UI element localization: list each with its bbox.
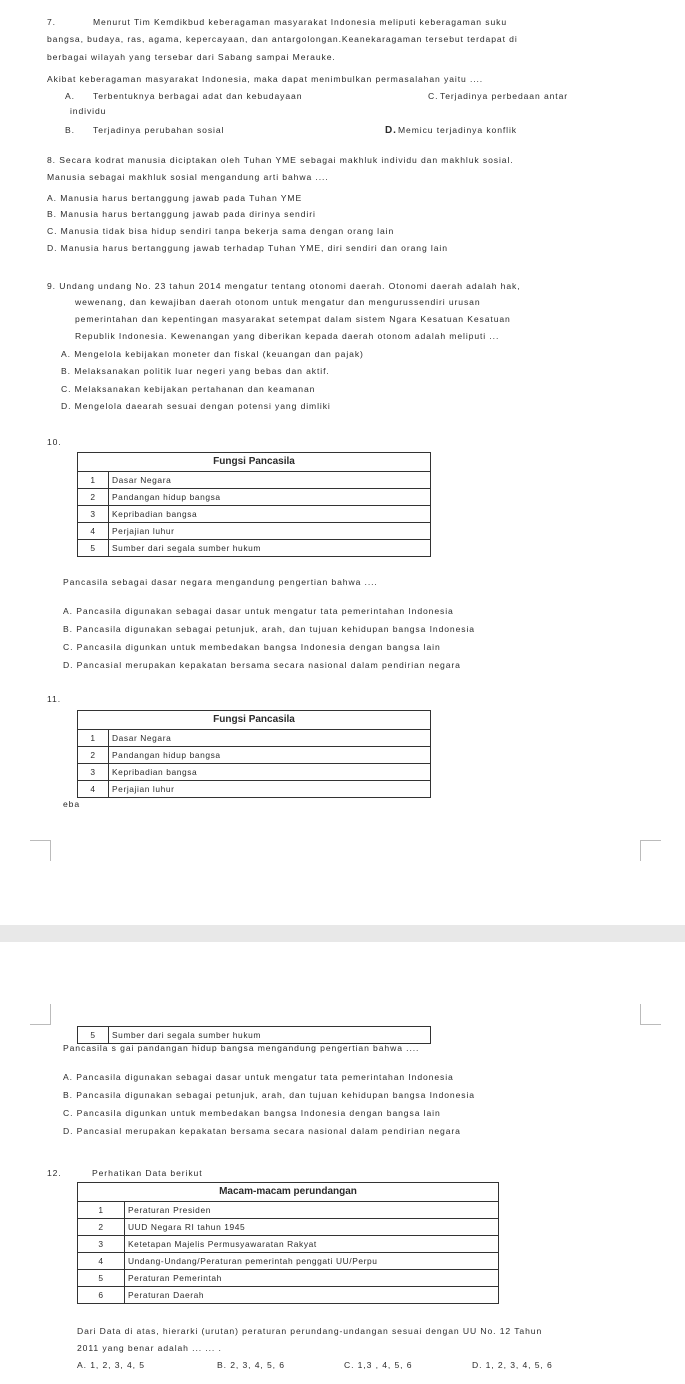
q8-option-d: D. Manusia harus bertanggung jawab terhadap Tuhan YME, diri sendiri dan orang lain (47, 243, 448, 253)
q7-line-4: Akibat keberagaman masyarakat Indonesia, maka dapat menimbulkan permasalahan yaitu .... (47, 74, 484, 84)
row-text: Peraturan Daerah (125, 1287, 499, 1304)
row-number: 1 (78, 472, 109, 489)
row-text: Undang-Undang/Peraturan pemerintah penggati UU/Perpu (125, 1253, 499, 1270)
row-text: Dasar Negara (109, 730, 431, 747)
table-row (78, 472, 431, 489)
q7-option-d-label: D. (385, 125, 397, 136)
row-text: Peraturan Pemerintah (125, 1270, 499, 1287)
q9-option-b: B. Melaksanakan politik luar negeri yang bebas dan aktif. (61, 366, 330, 376)
q9-option-c: C. Melaksanakan kebijakan pertahanan dan keamanan (61, 384, 316, 394)
row-text: Perjajian luhur (109, 781, 431, 798)
q12-option-d: D. 1, 2, 3, 4, 5, 6 (472, 1360, 553, 1370)
q8-line-1: 8. Secara kodrat manusia diciptakan oleh Tuhan YME sebagai makhluk individu dan makhluk sosial. (47, 155, 514, 165)
row-number: 3 (78, 1236, 125, 1253)
row-number: 3 (78, 764, 109, 781)
q12-option-c: C. 1,3 , 4, 5, 6 (344, 1360, 413, 1370)
crop-mark (640, 1004, 661, 1025)
table-row (78, 523, 431, 540)
row-number: 5 (78, 1027, 109, 1044)
row-number: 1 (78, 730, 109, 747)
q7-line-2: bangsa, budaya, ras, agama, kepercayaan, dan antargolongan.Keanekaragaman tersebut terdapat di (47, 34, 518, 44)
q9-line-1: 9. Undang undang No. 23 tahun 2014 mengatur tentang otonomi daerah. Otonomi daerah adalah hak, (47, 281, 521, 291)
row-text: Perjajian luhur (109, 523, 431, 540)
table-row (78, 747, 431, 764)
q7-line-3: berbagai wilayah yang tersebar dari Sabang sampai Merauke. (47, 52, 336, 62)
q11-table (77, 710, 431, 798)
q7-option-c-continuation: individu (70, 106, 107, 116)
row-number: 4 (78, 781, 109, 798)
q10-option-c: C. Pancasila digunkan untuk membedakan bangsa Indonesia dengan bangsa lain (63, 642, 441, 652)
row-text: Pandangan hidup bangsa (109, 489, 431, 506)
row-text: Peraturan Presiden (125, 1202, 499, 1219)
row-text: Dasar Negara (109, 472, 431, 489)
row-number: 3 (78, 506, 109, 523)
page-2 (0, 942, 685, 1384)
q11-question: Pancasila s gai pandangan hidup bangsa mengandung pengertian bahwa .... (63, 1043, 420, 1053)
q8-option-a: A. Manusia harus bertanggung jawab pada Tuhan YME (47, 193, 303, 203)
q11-option-c: C. Pancasila digunkan untuk membedakan bangsa Indonesia dengan bangsa lain (63, 1108, 441, 1118)
q8-option-b: B. Manusia harus bertanggung jawab pada dirinya sendiri (47, 209, 316, 219)
q8-option-c: C. Manusia tidak bisa hidup sendiri tanpa bekerja sama dengan orang lain (47, 226, 395, 236)
q10-table (77, 452, 431, 557)
row-text: Sumber dari segala sumber hukum (109, 1027, 431, 1044)
table-row (78, 781, 431, 798)
row-text: Kepribadian bangsa (109, 506, 431, 523)
row-number: 4 (78, 1253, 125, 1270)
row-number: 2 (78, 1219, 125, 1236)
q10-option-b: B. Pancasila digunakan sebagai petunjuk, arah, dan tujuan kehidupan bangsa Indonesia (63, 624, 475, 634)
row-text: Kepribadian bangsa (109, 764, 431, 781)
row-number: 5 (78, 1270, 125, 1287)
q10-option-a: A. Pancasila digunakan sebagai dasar untuk mengatur tata pemerintahan Indonesia (63, 606, 454, 616)
q9-option-d: D. Mengelola daearah sesuai dengan potensi yang dimliki (61, 401, 331, 411)
table-row (78, 540, 431, 557)
q7-option-c-label: C. (428, 91, 439, 101)
q9-option-a: A. Mengelola kebijakan moneter dan fiskal (keuangan dan pajak) (61, 349, 364, 359)
q12-table (77, 1182, 499, 1304)
crop-mark (30, 840, 51, 861)
q11-fragment: eba (63, 799, 81, 809)
row-number: 5 (78, 540, 109, 557)
row-number: 1 (78, 1202, 125, 1219)
q10-question: Pancasila sebagai dasar negara mengandung pengertian bahwa .... (63, 577, 378, 587)
q9-line-2: wewenang, dan kewajiban daerah otonom untuk mengatur dan mengurussendiri urusan (75, 297, 481, 307)
q10-number: 10. (47, 437, 62, 447)
row-number: 2 (78, 489, 109, 506)
table-row (78, 506, 431, 523)
row-text: Ketetapan Majelis Permusyawaratan Rakyat (125, 1236, 499, 1253)
crop-mark (30, 1004, 51, 1025)
q11-option-b: B. Pancasila digunakan sebagai petunjuk, arah, dan tujuan kehidupan bangsa Indonesia (63, 1090, 475, 1100)
row-text: Sumber dari segala sumber hukum (109, 540, 431, 557)
table-row (78, 764, 431, 781)
q11-table-title: Fungsi Pancasila (78, 711, 431, 730)
row-number: 6 (78, 1287, 125, 1304)
q7-option-a: Terbentuknya berbagai adat dan kebudayaan (93, 91, 303, 101)
q9-line-4: Republik Indonesia. Kewenangan yang diberikan kepada daerah otonom adalah meliputi ... (75, 331, 500, 341)
q12-option-b: B. 2, 3, 4, 5, 6 (217, 1360, 285, 1370)
q7-number: 7. (47, 17, 56, 27)
q12-line-1: Dari Data di atas, hierarki (urutan) peraturan perundang-undangan sesuai dengan UU No. 12 Tahun (77, 1326, 543, 1336)
table-row (78, 1253, 499, 1270)
table-row (78, 1270, 499, 1287)
q7-option-c: Terjadinya perbedaan antar (440, 91, 569, 101)
page-gap (0, 925, 685, 942)
row-text: Pandangan hidup bangsa (109, 747, 431, 764)
q10-table-title: Fungsi Pancasila (78, 453, 431, 472)
q7-option-a-label: A. (65, 91, 75, 101)
q10-option-d: D. Pancasial merupakan kepakatan bersama secara nasional dalam pendirian negara (63, 660, 461, 670)
table-row (78, 489, 431, 506)
q12-table-title: Macam-macam perundangan (78, 1183, 499, 1202)
q12-option-a: A. 1, 2, 3, 4, 5 (77, 1360, 145, 1370)
q7-line-1: Menurut Tim Kemdikbud keberagaman masyarakat Indonesia meliputi keberagaman suku (93, 17, 508, 27)
table-row (78, 1219, 499, 1236)
row-number: 2 (78, 747, 109, 764)
row-text: UUD Negara RI tahun 1945 (125, 1219, 499, 1236)
q7-option-b-label: B. (65, 125, 75, 135)
q7-option-d: Memicu terjadinya konflik (398, 125, 517, 135)
table-row (78, 1027, 431, 1044)
table-row (78, 1236, 499, 1253)
q12-line-2: 2011 yang benar adalah ... ... . (77, 1343, 222, 1353)
table-row (78, 1202, 499, 1219)
q11-table-continued (77, 1026, 431, 1044)
q7-option-b: Terjadinya perubahan sosial (93, 125, 225, 135)
table-row (78, 730, 431, 747)
q12-intro: Perhatikan Data berikut (92, 1168, 203, 1178)
q8-line-2: Manusia sebagai makhluk sosial mengandung arti bahwa .... (47, 172, 329, 182)
table-row (78, 1287, 499, 1304)
row-number: 4 (78, 523, 109, 540)
q12-number: 12. (47, 1168, 62, 1178)
q11-number: 11. (47, 694, 62, 704)
q11-option-d: D. Pancasial merupakan kepakatan bersama secara nasional dalam pendirian negara (63, 1126, 461, 1136)
q9-line-3: pemerintahan dan kepentingan masyarakat setempat dalam sistem Ngara Kesatuan Kesatuan (75, 314, 511, 324)
q11-option-a: A. Pancasila digunakan sebagai dasar untuk mengatur tata pemerintahan Indonesia (63, 1072, 454, 1082)
crop-mark (640, 840, 661, 861)
